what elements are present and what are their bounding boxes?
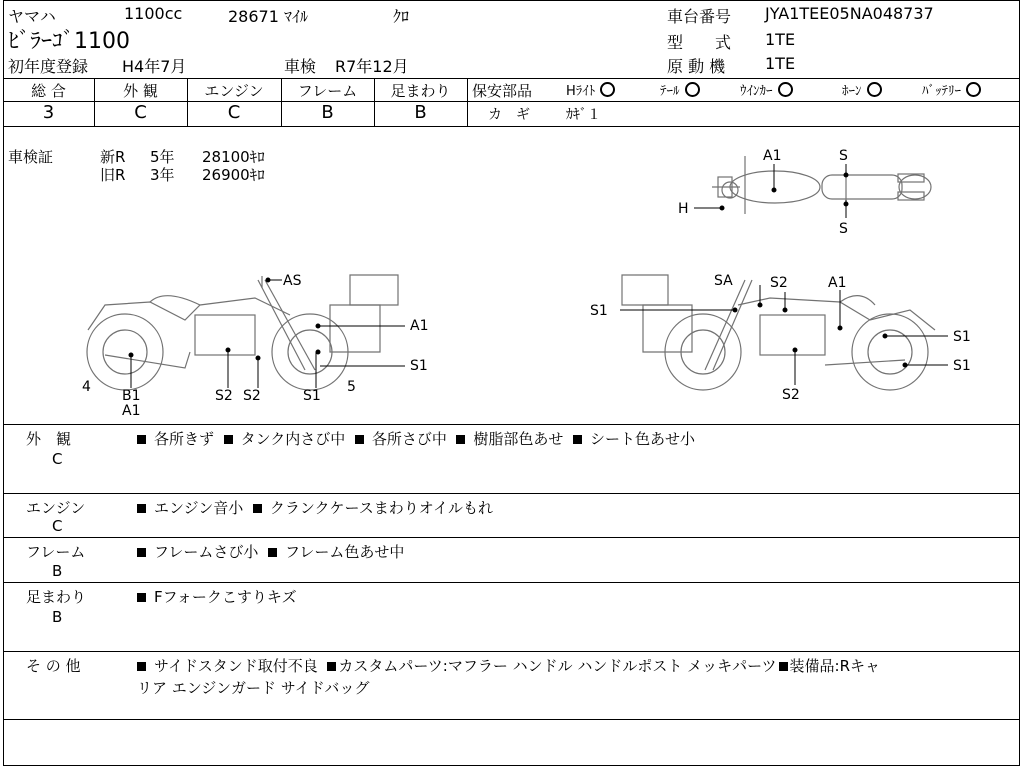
note-category-suspension: 足まわり [26,588,87,606]
left-4-label: 4 [82,379,91,395]
displacement: 1100cc [124,4,183,23]
grade-value-overall: 3 [42,102,55,123]
right-s1-left-label: S1 [590,303,608,319]
left-b1-label: B1 [122,388,141,404]
bullet-icon [268,548,277,557]
divider [3,126,1020,127]
type-value: 1TE [765,30,796,49]
grade-label-frame: フレーム [297,82,358,100]
top-h-label: H [678,201,689,217]
left-a1-label: A1 [410,318,429,334]
grade-label-exterior: 外 観 [123,82,158,100]
note-grade-exterior: C [52,450,63,468]
bike-top-view [712,156,931,214]
key-value: ｶｷﾞ１ [566,107,601,123]
bullet-icon [137,504,146,513]
bullet-icon [327,662,336,671]
left-s1-label: S1 [410,358,428,374]
grade-value-frame: B [321,102,334,123]
bullet-icon [224,435,233,444]
shaken-old-km: 26900ｷﾛ [202,166,265,184]
safety-battery: ﾊﾞｯﾃﾘｰ [922,80,981,99]
ok-circle-icon [685,82,700,97]
right-a1-label: A1 [828,275,847,291]
note-items-other-line2: リア エンジンガード サイドバッグ [137,679,370,697]
bullet-icon [253,504,262,513]
grade-label-overall: 総 合 [31,82,66,100]
maker: ヤマハ [8,7,56,26]
ok-circle-icon [600,82,615,97]
safety-winker: ｳｲﾝｶｰ [740,80,793,99]
divider [3,537,1020,538]
note-grade-engine: C [52,517,63,535]
shaken-old-years: 3年 [150,166,175,184]
note-grade-suspension: B [52,608,63,626]
safety-parts-label: 保安部品 [472,82,533,100]
divider [3,493,1020,494]
shaken-new-kind: 新R [100,148,126,166]
grade-value-suspension: B [414,102,427,123]
color: ｸﾛ [393,7,410,26]
bullet-icon [573,435,582,444]
left-a1-bottom-label: A1 [122,403,141,419]
top-a1-label: A1 [763,148,782,164]
divider [3,78,1020,79]
note-category-engine: エンジン [26,499,86,517]
note-items-engine: エンジン音小 クランクケースまわりオイルもれ [137,497,493,518]
grade-label-suspension: 足まわり [390,82,451,100]
inspection-value: R7年12月 [335,57,409,76]
inspection-label: 車検 [284,57,317,76]
divider [3,719,1020,720]
left-s2-label: S2 [215,388,233,404]
engine-value: 1TE [765,54,796,73]
bullet-icon [137,548,146,557]
ok-circle-icon [778,82,793,97]
ok-circle-icon [966,82,981,97]
key-label: カ ギ [488,107,530,123]
engine-label: 原 動 機 [667,57,726,76]
type-label: 型 式 [667,33,732,52]
safety-headlight: Hﾗｲﾄ [566,80,615,99]
vin-label: 車台番号 [667,7,732,26]
first-registration-label: 初年度登録 [8,57,89,76]
first-registration-value: H4年7月 [122,57,187,76]
left-s1-bottom-label: S1 [303,388,321,404]
note-category-exterior: 外 観 [26,430,72,448]
divider [467,101,1020,102]
left-s2-label-2: S2 [243,388,261,404]
note-grade-frame: B [52,562,63,580]
right-s1-label: S1 [953,329,971,345]
shaken-new-km: 28100ｷﾛ [202,148,265,166]
right-sa-label: SA [714,273,733,289]
vin-value: JYA1TEE05NA048737 [765,4,934,23]
left-5-label: 5 [347,379,356,395]
ok-circle-icon [867,82,882,97]
top-s-label: S [839,148,848,164]
grade-value-engine: C [227,102,241,123]
model-name: ﾋﾞﾗｰｺﾞ1100 [8,29,130,54]
shaken-new-years: 5年 [150,148,175,166]
divider [3,424,1020,425]
top-s-bottom-label: S [839,221,848,237]
divider [467,78,468,126]
right-s2-label: S2 [770,275,788,291]
safety-horn: ﾎｰﾝ [842,80,882,99]
shaken-label: 車検証 [8,148,54,166]
note-items-exterior: 各所きず タンク内さび中 各所さび中 樹脂部色あせ シート色あせ小 [137,428,695,449]
bike-left-view [87,275,398,390]
note-items-frame: フレームさび小 フレーム色あせ中 [137,541,404,562]
left-as-label: AS [283,273,302,289]
bullet-icon [779,662,788,671]
right-s2-bottom-label: S2 [782,387,800,403]
bullet-icon [137,435,146,444]
bullet-icon [137,593,146,602]
note-category-other: そ の 他 [26,657,81,675]
safety-taillight: ﾃｰﾙ [660,80,700,99]
divider [3,582,1020,583]
bullet-icon [355,435,364,444]
right-s1-label-2: S1 [953,358,971,374]
bike-right-view [622,275,935,390]
note-items-suspension: Fフォークこすりキズ [137,586,297,607]
bullet-icon [137,662,146,671]
shaken-old-kind: 旧R [100,166,126,184]
note-category-frame: フレーム [26,543,86,561]
divider [3,651,1020,652]
mileage: 28671 ﾏｲﾙ [228,7,308,26]
grade-value-exterior: C [134,102,147,123]
grade-label-engine: エンジン [204,82,264,100]
damage-diagram [0,130,1024,422]
note-items-other: サイドスタンド取付不良 カスタムパーツ:マフラー ハンドル ハンドルポスト メッキパーツ 装備品:Rキャ [137,655,880,676]
bullet-icon [456,435,465,444]
